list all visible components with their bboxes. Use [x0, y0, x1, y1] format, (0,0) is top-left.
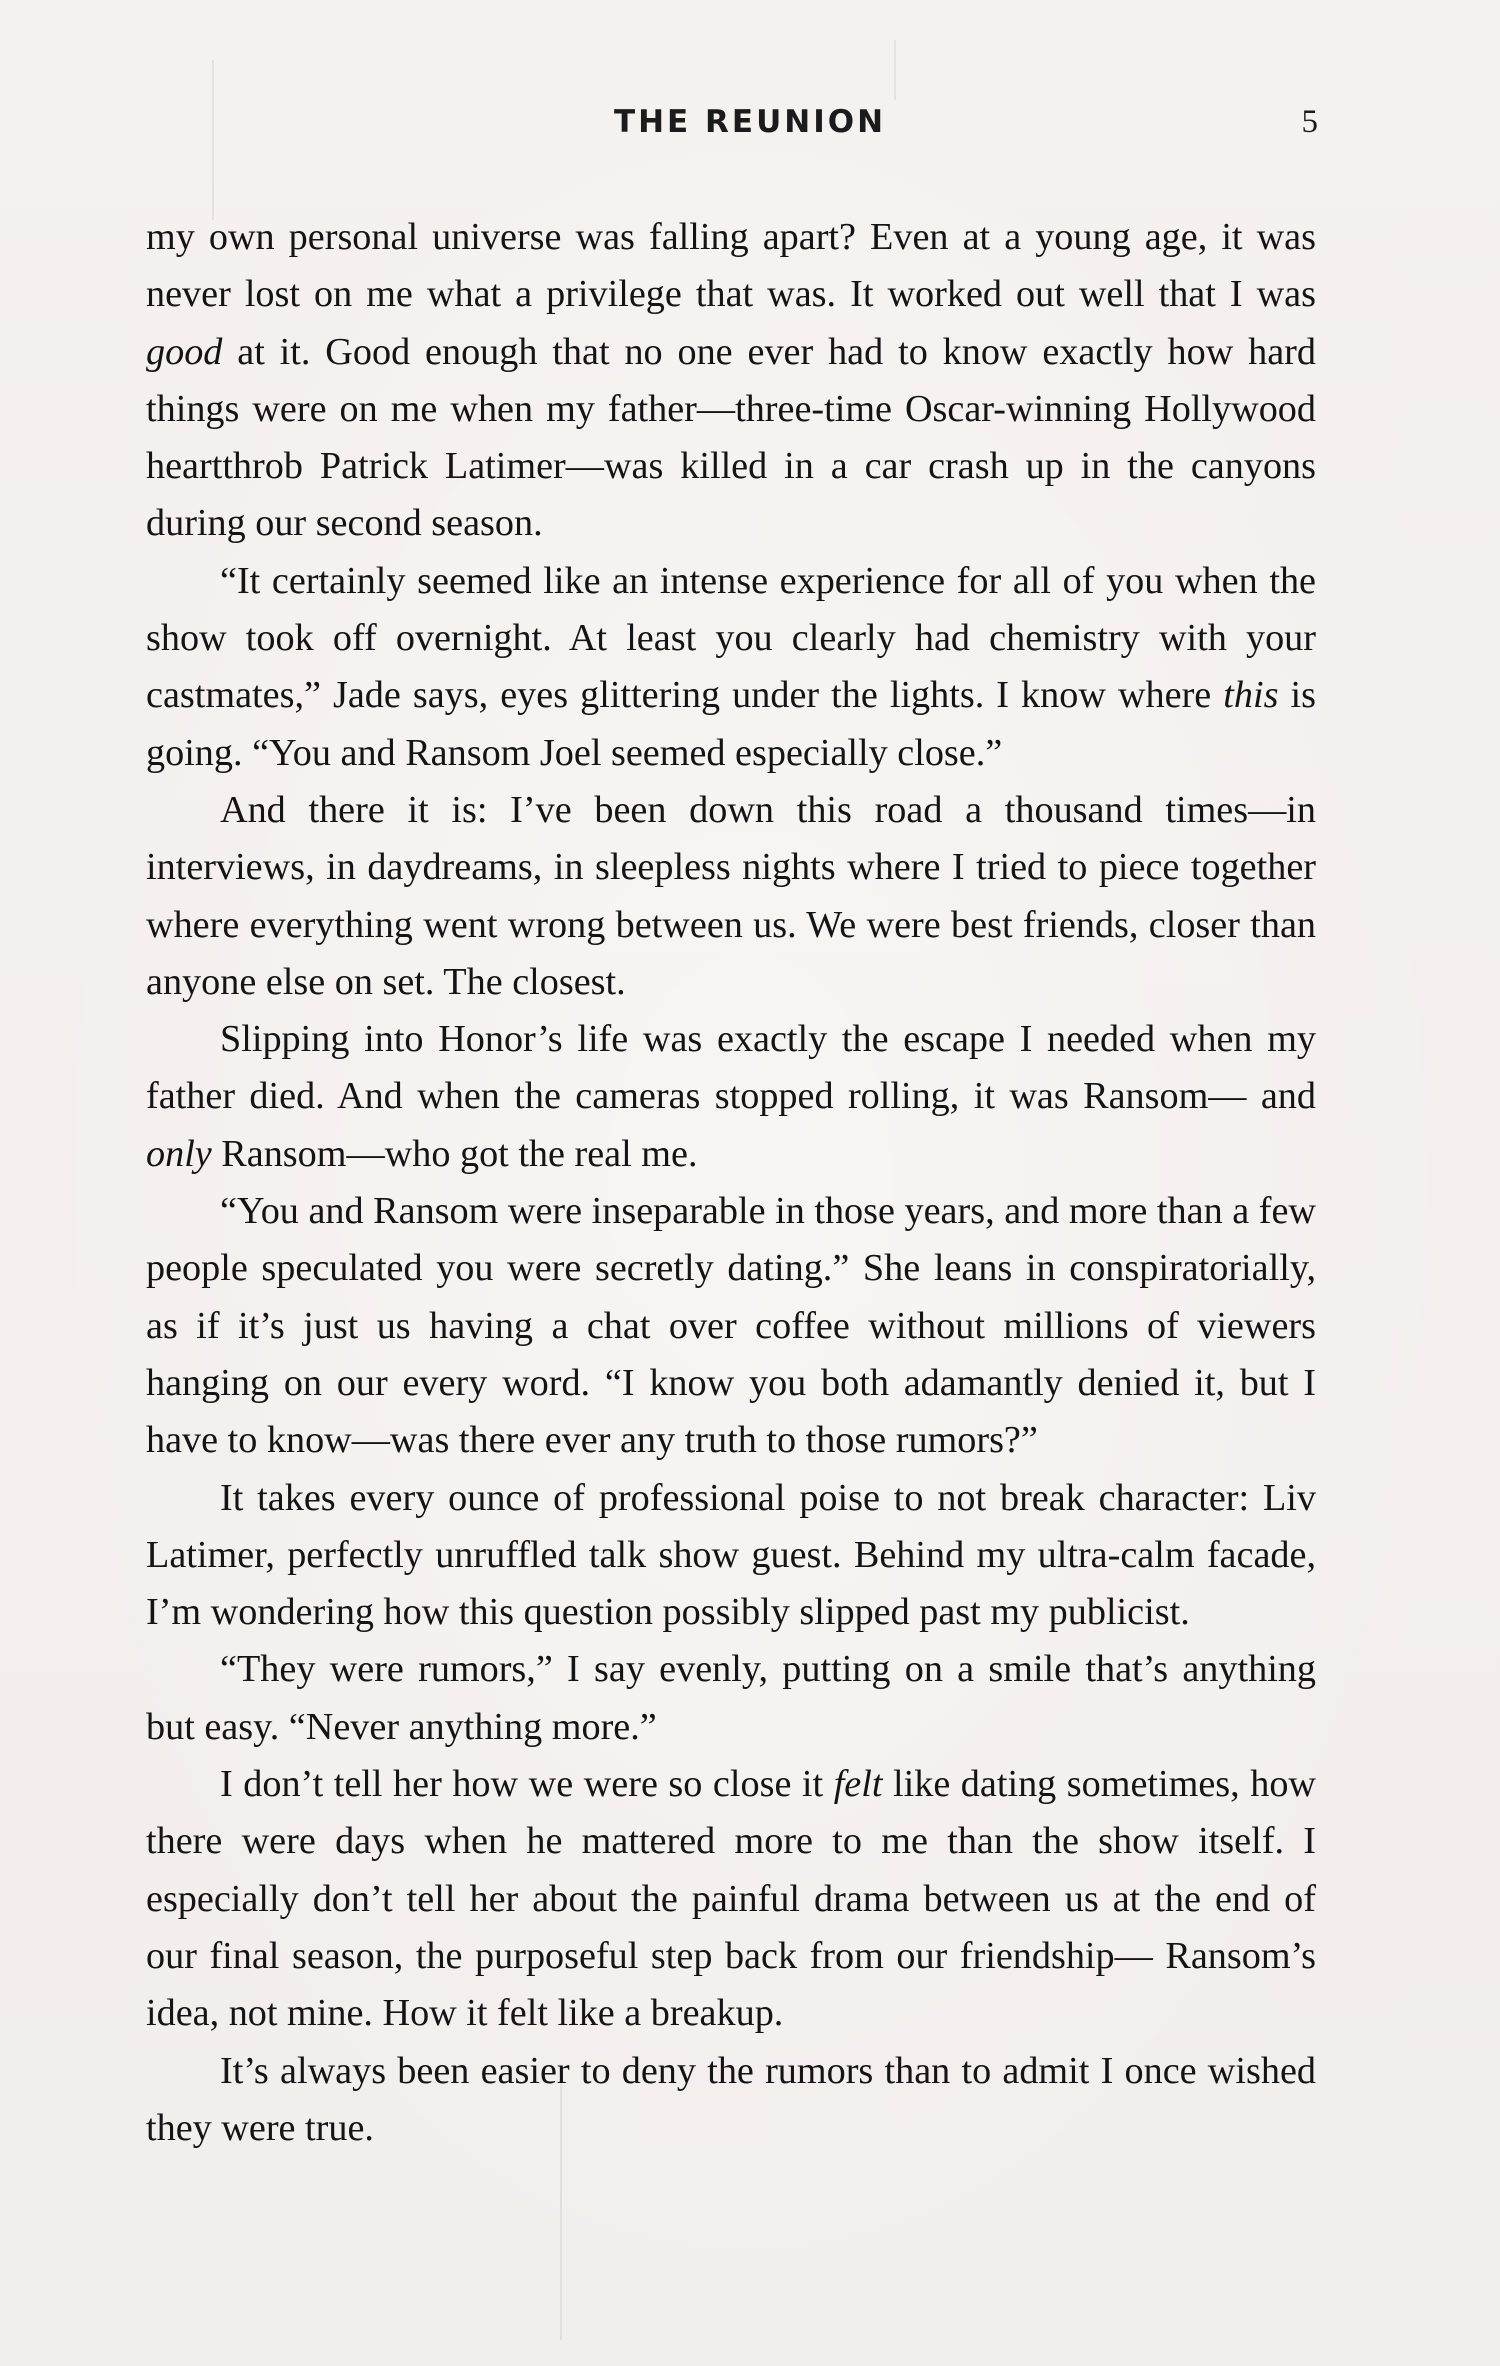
text-run: And there it is: I’ve been down this road a thousand times—in interviews, in daydreams, in sleepless nights where I tried to piece together where everything went wrong between us. We were best friends, closer than anyone else on set. The closest. [146, 788, 1316, 1003]
paragraph [146, 1470, 1316, 1642]
paragraph [146, 1011, 1316, 1183]
running-head [0, 104, 1500, 154]
paragraph [146, 1183, 1316, 1469]
paragraph [146, 2043, 1316, 2158]
text-run: Ransom—who got the real me. [211, 1132, 698, 1175]
italic-text: felt [833, 1763, 883, 1806]
text-run: my own personal universe was falling apart? Even at a young age, it was never lost on me what a privilege that was. It worked out well that I was [146, 216, 1316, 316]
body-text [146, 209, 1316, 2157]
italic-text: only [146, 1132, 212, 1175]
text-run: Slipping into Honor’s life was exactly the escape I needed when my father died. And when the cameras stopped rolling, it was Ransom— and [146, 1018, 1316, 1118]
book-title: THE REUNION [613, 104, 887, 140]
paragraph [146, 1641, 1316, 1756]
page-number: 5 [1301, 104, 1318, 140]
text-run: “They were rumors,” I say evenly, putting on a smile that’s anything but easy. “Never anything more.” [146, 1648, 1316, 1748]
page-crease [894, 40, 896, 100]
paragraph [146, 782, 1316, 1011]
text-run: I don’t tell her how we were so close it [220, 1763, 834, 1806]
italic-text: good [146, 330, 223, 373]
paragraph [146, 1756, 1316, 2042]
paragraph [146, 209, 1316, 553]
text-run: It’s always been easier to deny the rumors than to admit I once wished they were true. [146, 2049, 1316, 2149]
text-run: It takes every ounce of professional poise to not break character: Liv Latimer, perfectly unruffled talk show guest. Behind my ultra-calm facade, I’m wondering how this question possibly slipped past my publicist. [146, 1476, 1316, 1634]
text-run: is going. “You and Ransom Joel seemed especially close.” [146, 674, 1316, 774]
italic-text: this [1223, 674, 1279, 717]
text-run: like dating sometimes, how there were days when he mattered more to me than the show itself. I especially don’t tell her about the painful drama between us at the end of our final season, the purposeful step back from our friendship— Ransom’s idea, not mine. How it felt like a breakup. [146, 1763, 1316, 2035]
paragraph [146, 553, 1316, 782]
text-run: “You and Ransom were inseparable in those years, and more than a few people speculated you were secretly dating.” She leans in conspiratorially, as if it’s just us having a chat over coffee without millions of viewers hanging on our every word. “I know you both adamantly denied it, but I have to know—was there ever any truth to those rumors?” [146, 1190, 1316, 1462]
text-run: at it. Good enough that no one ever had to know exactly how hard things were on me when my father—three-time Oscar-winning Hollywood heartthrob Patrick Latimer—was killed in a car crash up in the canyons during our second season. [146, 330, 1316, 545]
text-run: “It certainly seemed like an intense experience for all of you when the show took off overnight. At least you clearly had chemistry with your castmates,” Jade says, eyes glittering under the lights. I know where [146, 559, 1316, 717]
